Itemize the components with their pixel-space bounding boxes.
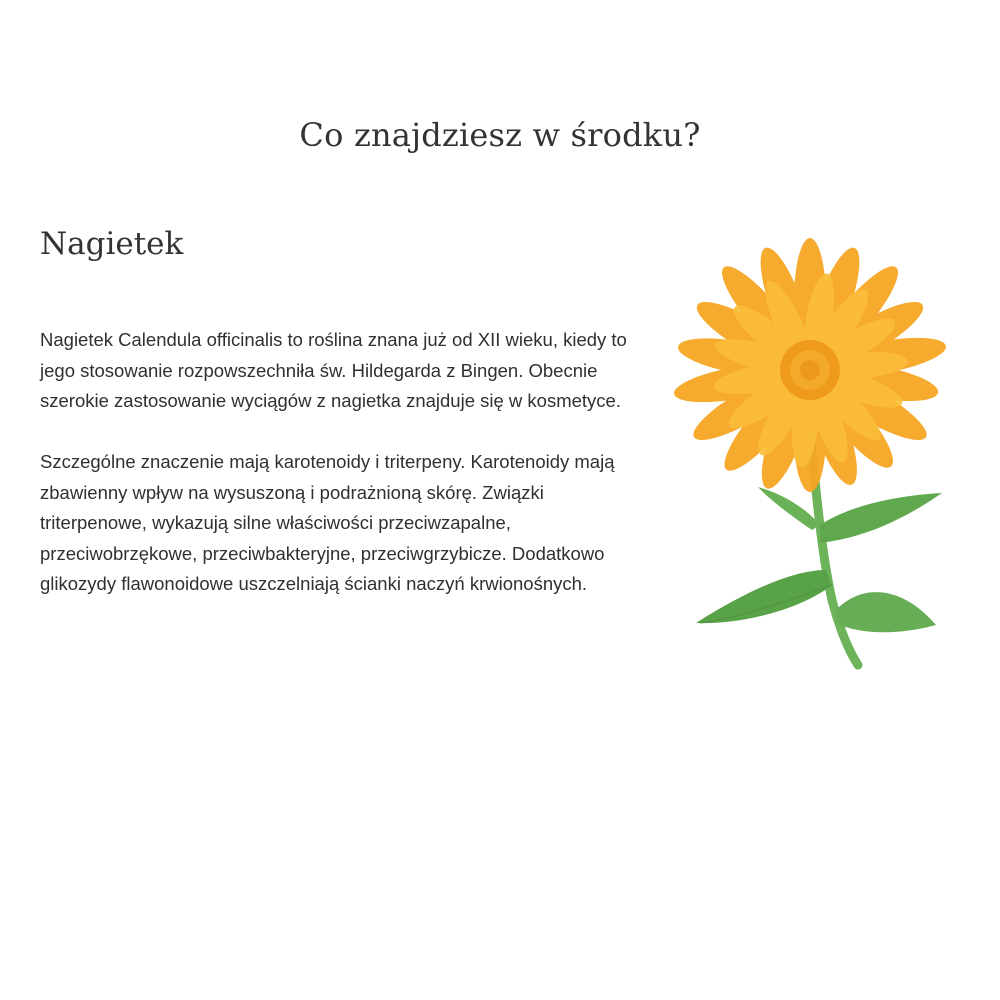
leaf-upper-right <box>820 493 942 543</box>
leaf-lower-right <box>836 592 936 632</box>
section-body <box>40 325 640 600</box>
calendula-illustration <box>660 225 970 675</box>
calendula-flower-icon <box>660 225 970 675</box>
page-title: Co znajdziesz w środku? <box>299 116 701 154</box>
paragraph-compounds: Szczególne znaczenie mają karotenoidy i triterpeny. Karotenoidy mają zbawienny wpływ na wysuszoną i podrażnioną skórę. Związki triterpenowe, wykazują silne właściwości przeciwzapalne, przeciwobrzękowe, przeciwbakteryjne, przeciwgrzybicze. Dodatkowo glikozydy flawonoidowe uszczelniają ścianki naczyń krwionośnych. <box>40 451 615 594</box>
leaf-upper-left <box>758 487 820 530</box>
flower-head <box>671 238 948 494</box>
paragraph-intro: Nagietek Calendula officinalis to roślina znana już od XII wieku, kiedy to jego stosowanie rozpowszechniła św. Hildegarda z Bingen. Obecnie szerokie zastosowanie wyciągów z nagietka znajduje się w kosmetyce. <box>40 329 627 411</box>
leaf-lower-left <box>696 570 832 623</box>
section-title: Nagietek <box>40 226 184 262</box>
